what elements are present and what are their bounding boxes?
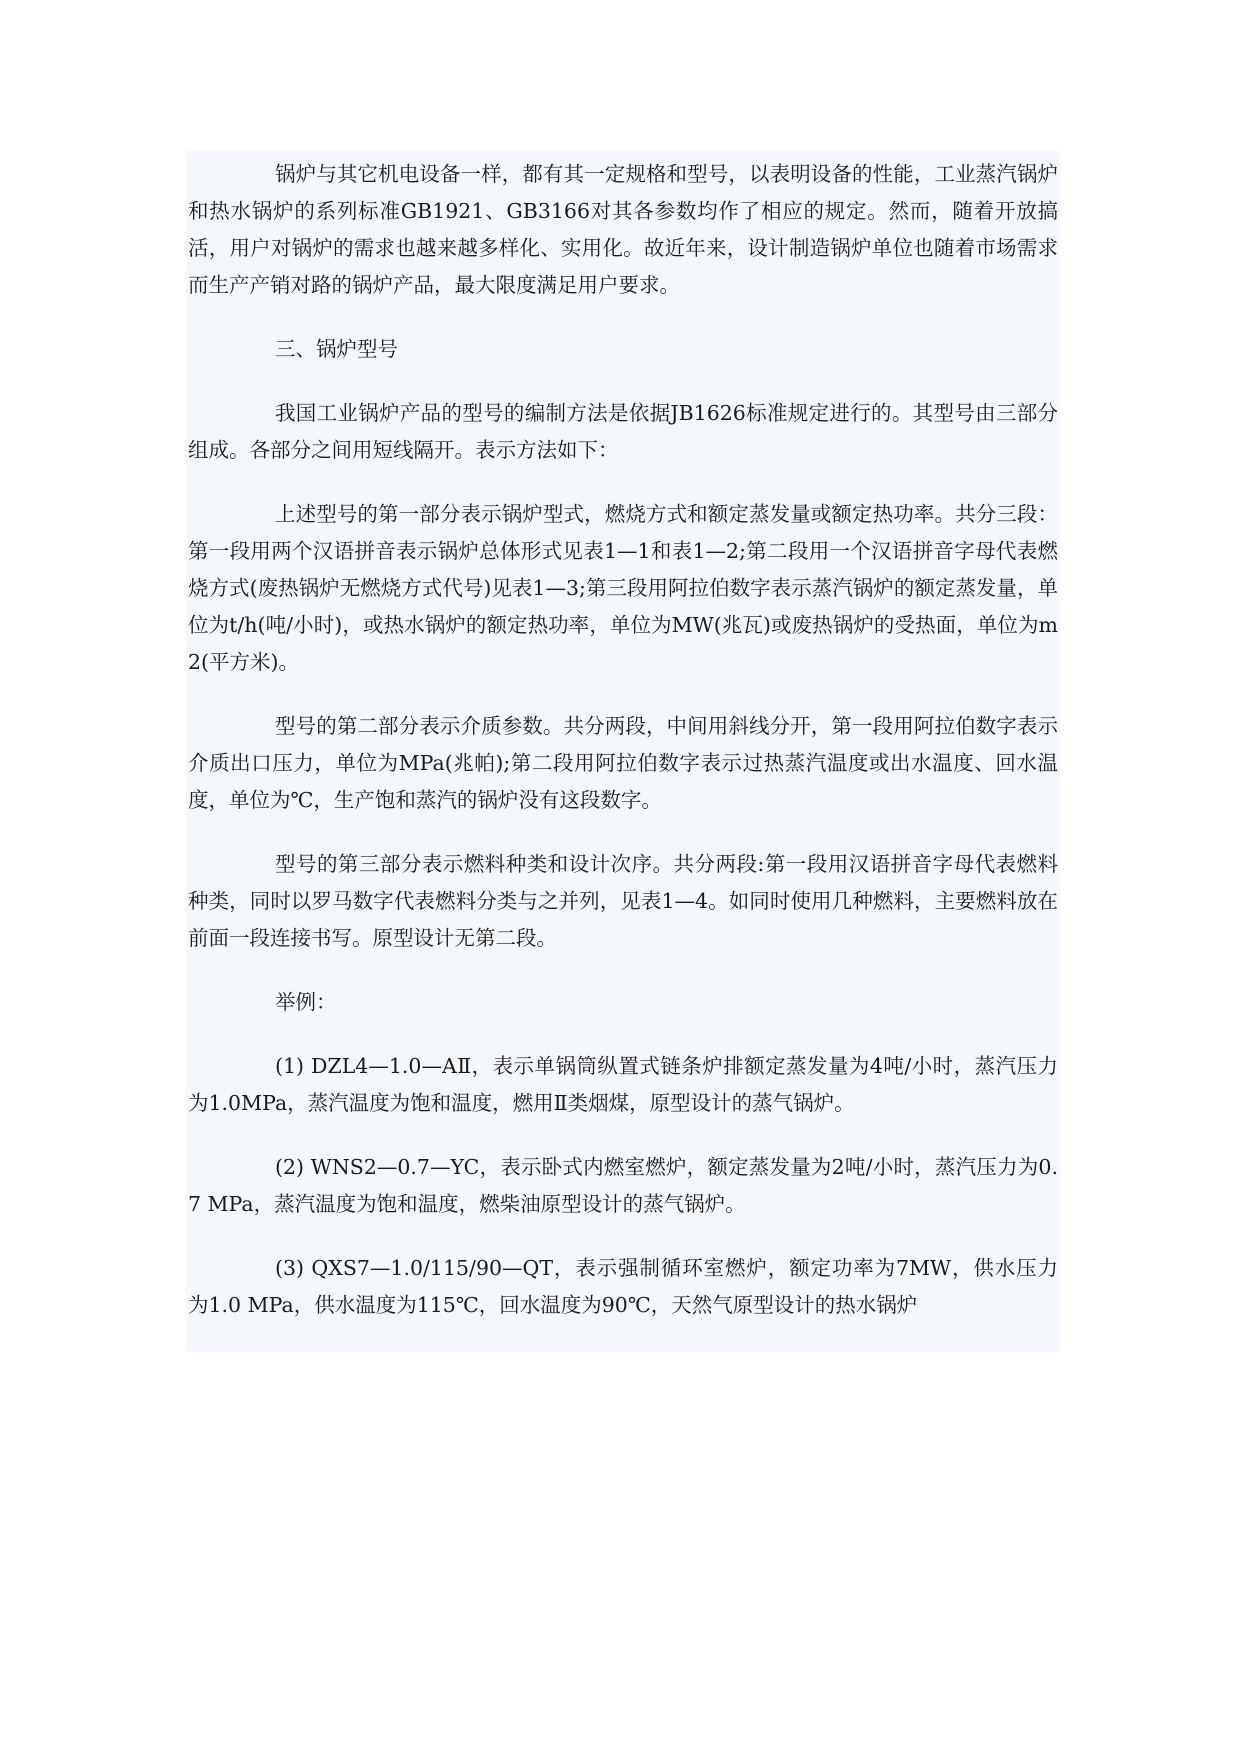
paragraph-part-two: 型号的第二部分表示介质参数。共分两段，中间用斜线分开，第一段用阿拉伯数字表示介质出口压力，单位为MPa(兆帕);第二段用阿拉伯数字表示过热蒸汽温度或出水温度、回水温度，单位为℃，生产饱和蒸汽的锅炉没有这段数字。 (188, 714, 1058, 812)
paragraph-part-three: 型号的第三部分表示燃料种类和设计次序。共分两段:第一段用汉语拼音字母代表燃料种类，同时以罗马数字代表燃料分类与之并列，见表1—4。如同时使用几种燃料，主要燃料放在前面一段连接书写。原型设计无第二段。 (188, 852, 1058, 950)
paragraph-example-3: (3) QXS7—1.0/115/90—QT，表示强制循环室燃炉，额定功率为7MW，供水压力为1.0 MPa，供水温度为115℃，回水温度为90℃，天然气原型设计的热水锅炉 (188, 1256, 1058, 1317)
section-heading-boiler-model: 三、锅炉型号 (275, 337, 398, 361)
paragraph-examples-label: 举例： (275, 990, 337, 1014)
paragraph-example-2: (2) WNS2—0.7—YC，表示卧式内燃室燃炉，额定蒸发量为2吨/小时，蒸汽压力为0.7 MPa，蒸汽温度为饱和温度，燃柴油原型设计的蒸气锅炉。 (188, 1155, 1058, 1216)
document-body (186, 151, 1060, 1352)
paragraph-example-1: (1) DZL4—1.0—AⅡ，表示单锅筒纵置式链条炉排额定蒸发量为4吨/小时，蒸汽压力为1.0MPa，蒸汽温度为饱和温度，燃用Ⅱ类烟煤，原型设计的蒸气锅炉。 (188, 1054, 1058, 1115)
paragraph-part-one: 上述型号的第一部分表示锅炉型式，燃烧方式和额定蒸发量或额定热功率。共分三段：第一段用两个汉语拼音表示锅炉总体形式见表1—1和表1—2;第二段用一个汉语拼音字母代表燃烧方式(废热锅炉无燃烧方式代号)见表1—3;第三段用阿拉伯数字表示蒸汽锅炉的额定蒸发量，单位为t/h(吨/小时)，或热水锅炉的额定热功率，单位为MW(兆瓦)或废热锅炉的受热面，单位为m2(平方米)。 (188, 502, 1058, 674)
paragraph-intro: 锅炉与其它机电设备一样，都有其一定规格和型号，以表明设备的性能，工业蒸汽锅炉和热水锅炉的系列标准GB1921、GB3166对其各参数均作了相应的规定。然而，随着开放搞活，用户对锅炉的需求也越来越多样化、实用化。故近年来，设计制造锅炉单位也随着市场需求而生产产销对路的锅炉产品，最大限度满足用户要求。 (188, 162, 1058, 297)
paragraph-model-method: 我国工业锅炉产品的型号的编制方法是依据JB1626标准规定进行的。其型号由三部分组成。各部分之间用短线隔开。表示方法如下： (188, 401, 1058, 462)
